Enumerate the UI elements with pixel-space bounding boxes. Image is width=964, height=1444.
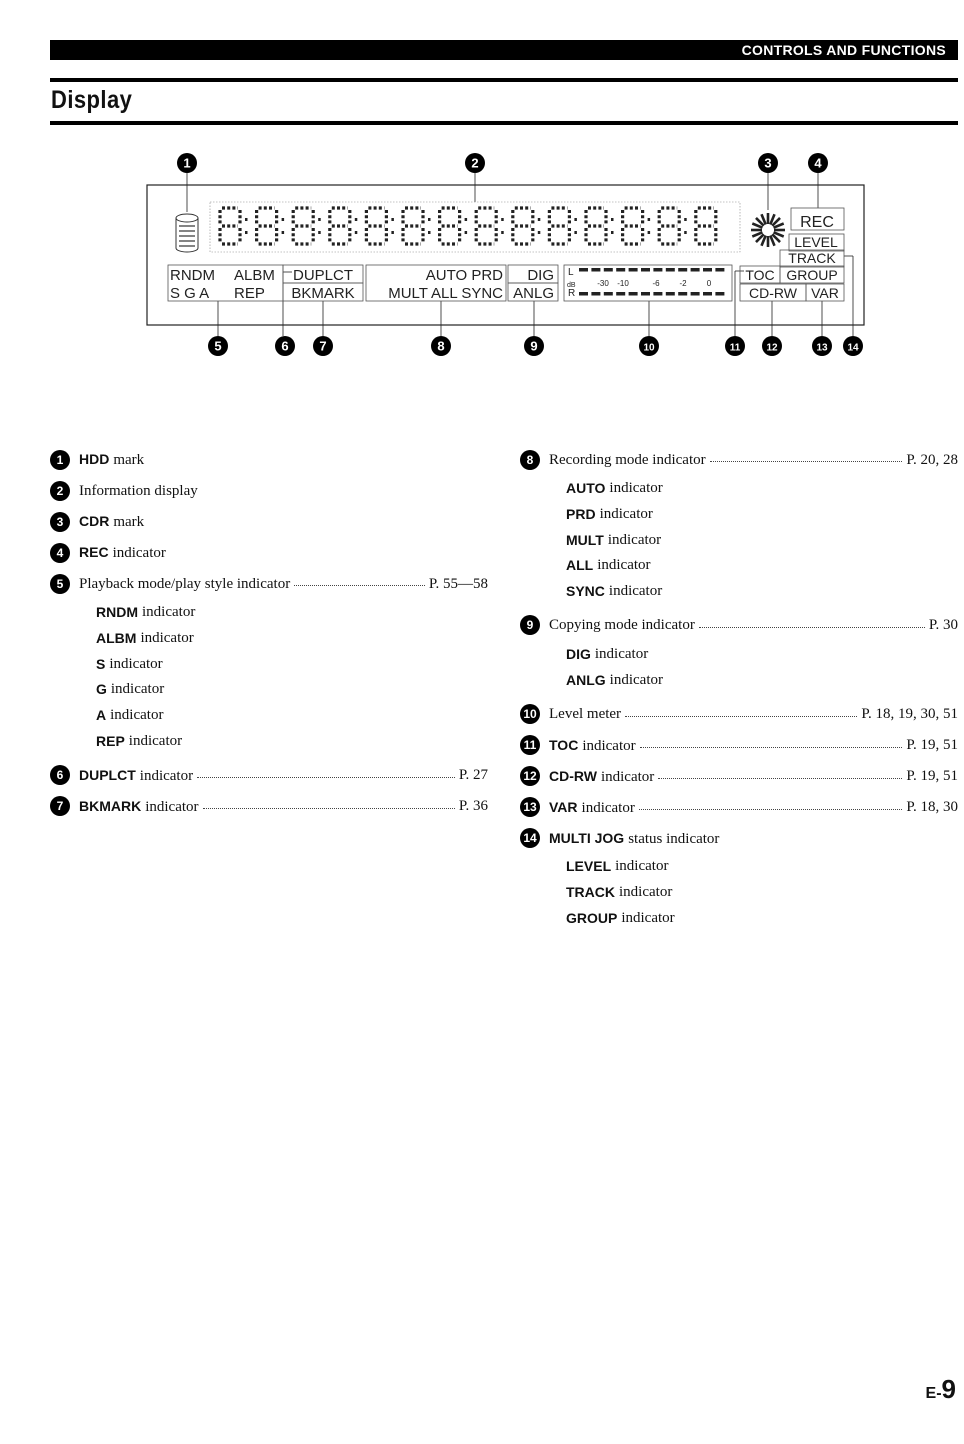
segment-digit [659,208,687,244]
legend-sub-text: indicator [608,583,663,600]
segment-digit [623,208,651,244]
legend-item-label [79,539,166,566]
digit-colon-dot [465,231,468,234]
legend-sub-item [520,905,958,931]
legend-item-text: Level meter [549,706,622,723]
legend-item-label [549,701,621,727]
callout-number-badge: 7 [50,796,70,816]
segment-digits [220,208,716,244]
page-reference: P. 18, 30 [906,799,958,816]
legend-item [520,730,958,761]
meter-db-label: dB [567,282,576,289]
anlg-label: ANLG [513,285,554,302]
legend-sub-text: indicator [615,858,669,875]
legend-item [520,761,958,792]
legend-sub-term: PRD [566,505,596,522]
legend-item-term: CD-RW [549,767,597,784]
callout-badge-number: 11 [729,342,741,354]
digit-colon-dot [574,231,577,234]
legend-item-text: Recording mode indicator [549,451,706,468]
meter-segment-r [678,292,687,296]
legend-item-text: Information display [79,482,198,499]
legend-item-term: BKMARK [79,797,142,814]
legend-item [50,760,488,791]
legend-item-text: indicator [581,799,635,816]
meter-segment-l [616,268,625,272]
legend-sub-item [520,879,958,905]
meter-segment-r [629,292,638,296]
callout-badge-number: 8 [437,338,445,354]
page-reference: P. 18, 19, 30, 51 [861,706,958,723]
sga-label: S G A [170,285,210,302]
legend-sub-item [520,501,958,527]
rndm-label: RNDM [170,267,215,284]
hdd-icon-body [176,218,198,252]
level-meter [567,268,724,296]
callout-badge [313,336,333,356]
legend-item [520,792,958,823]
callout-badge-number: 2 [471,155,479,171]
callout-number-badge: 4 [50,543,70,563]
callout-badge-number: 6 [281,338,289,354]
callout-badge-number: 13 [816,342,828,354]
legend-item-label [79,508,144,535]
legend-item-label [549,612,695,638]
digit-colon-dot [538,231,541,234]
legend-sub-item [520,667,958,693]
hdd-icon [176,214,198,252]
rec-label: REC [800,214,834,231]
legend-sub-text: indicator [140,629,194,646]
legend-sub-text: indicator [597,557,651,574]
dot-leader [640,747,903,748]
meter-scale-tick: -6 [652,279,660,288]
legend-item-label [79,762,193,789]
callout-badge-number: 12 [766,342,778,354]
meter-segment-r [591,292,600,296]
meter-segment-r [666,292,675,296]
information-display-frame [210,202,740,252]
digit-colon-dot [318,231,321,234]
digit-colon-dot [611,231,614,234]
legend-sub-text: indicator [110,707,164,724]
legend-item-text: mark [113,514,145,530]
legend-item-label [549,447,706,473]
meter-scale-tick: 0 [706,279,712,288]
digit-colon-dot [428,218,431,221]
callout-number-badge: 2 [50,481,70,501]
callout-badge [177,153,197,173]
callout-badge-number: 3 [764,155,772,171]
digit-colon-dot [684,218,687,221]
cdrw-label: CD-RW [749,285,797,301]
legend-item-label [549,825,719,852]
legend-item-label [549,794,635,821]
meter-segment-r [703,292,712,296]
digit-colon-dot [538,218,541,221]
segment-digit [366,208,394,244]
legend-item-term: CDR [79,513,110,529]
legend-item [50,506,488,537]
auto-prd-label: AUTO PRD [425,267,503,284]
legend-item-text: indicator [600,768,655,785]
meter-segment-l [703,268,712,272]
level-label: LEVEL [794,234,838,250]
legend-sub-term: G [96,681,107,698]
callout-number-badge: 3 [50,512,70,532]
legend-sub-term: SYNC [566,583,605,600]
meter-segment-l [629,268,638,272]
legend-item-label [549,732,636,759]
callout-badge [843,336,863,356]
meter-segment-l [678,268,687,272]
page-reference: P. 27 [458,767,488,784]
segment-digit [476,208,504,244]
legend-item-term: MULTI JOG [549,829,625,846]
legend-item-text: Copying mode indicator [549,617,695,634]
page-reference: P. 20, 28 [906,451,958,468]
legend-item [50,568,488,599]
meter-segment-l [579,268,588,272]
legend-sub-text: indicator [599,505,653,522]
legend-sub-term: A [96,707,107,724]
page-reference: P. 30 [928,617,958,634]
digit-colon-dot [611,218,614,221]
meter-segment-l [604,268,613,272]
digit-colon-dot [318,218,321,221]
legend-sub-item [520,552,958,578]
callout-number-badge: 5 [50,574,70,594]
digit-colon-dot [391,231,394,234]
display-panel-diagram [0,0,964,380]
panel-indicator-boxes [168,208,844,301]
legend-sub-text: indicator [128,732,183,749]
page-reference: P. 19, 51 [906,737,958,754]
callout-badge-number: 7 [319,338,327,354]
page-reference: P. 36 [458,798,488,815]
digit-colon-dot [501,231,504,234]
meter-segment-r [579,292,588,296]
legend-item-text: Playback mode/play style indicator [79,575,291,592]
segment-digit [513,208,541,244]
legend-item-label [79,446,144,473]
segment-digit [696,208,716,244]
segment-digit [440,208,468,244]
legend-sub-text: indicator [142,603,196,620]
callout-badge [639,336,659,356]
legend-item-text: indicator [139,767,194,784]
legend-item [520,699,958,730]
meter-segment-l [666,268,675,272]
legend-sub-item [520,527,958,553]
legend-sub-term: ANLG [566,671,606,688]
legend-item-label [549,763,654,790]
toc-label: TOC [745,267,775,283]
page-reference: P. 55—58 [428,575,488,592]
page-number-value: 9 [941,1374,956,1404]
page-title: Display [51,86,133,114]
dot-leader [710,461,903,462]
dot-leader [197,777,455,778]
legend-sub-text: indicator [110,681,165,698]
legend-item-term: HDD [79,451,110,467]
legend-sub-text: indicator [109,655,163,672]
digit-colon-dot [282,231,285,234]
legend-right-column [520,444,958,937]
legend-item-label [79,793,199,820]
digit-colon-dot [355,218,358,221]
legend-sub-term: RNDM [96,603,138,620]
albm-label: ALBM [234,267,275,284]
legend-item-text: indicator [145,798,199,815]
segment-digit [220,208,248,244]
digit-colon-dot [465,218,468,221]
legend-sub-term: AUTO [566,479,606,496]
legend-item [520,444,958,475]
meter-segment-r [616,292,625,296]
legend-sub-item [520,854,958,880]
callout-number-badge: 6 [50,765,70,785]
legend-item-label [79,478,198,504]
page-reference: P. 19, 51 [906,768,958,785]
callout-badge [524,336,544,356]
segment-digit [257,208,285,244]
meter-segment-l [591,268,600,272]
meter-segment-l [653,268,662,272]
callout-number-badge: 14 [520,828,540,848]
callout-badge-number: 14 [847,342,859,354]
group-label: GROUP [786,267,838,283]
digit-colon-dot [574,218,577,221]
callout-badge-number: 5 [214,338,222,354]
digit-colon-dot [648,218,651,221]
meter-segment-l [691,268,700,272]
callout-badge [431,336,451,356]
legend-sub-item [520,641,958,667]
legend-item-term: VAR [549,798,578,815]
dot-leader [639,809,902,810]
legend-sub-item [50,728,488,754]
leader-lines [187,173,853,336]
legend-sub-term: ALBM [96,629,137,646]
callout-badge [275,336,295,356]
legend-item-text: indicator [582,737,636,754]
meter-segment-r [715,292,724,296]
section-label: CONTROLS AND FUNCTIONS [741,42,946,58]
callout-badge [758,153,778,173]
legend-item [50,475,488,506]
legend-sub-term: ALL [566,557,594,574]
meter-segment-l [715,268,724,272]
bkmark-label: BKMARK [291,285,355,302]
legend-sub-item [50,702,488,728]
hdd-icon-top [176,214,198,222]
legend-sub-term: MULT [566,531,604,548]
segment-digit [330,208,358,244]
callout-badge [725,336,745,356]
segment-digit [403,208,431,244]
callout-number-badge: 1 [50,450,70,470]
legend-item [50,444,488,475]
legend-sub-item [50,676,488,702]
meter-segment-r [653,292,662,296]
digit-colon-dot [245,231,248,234]
callout-badge [465,153,485,173]
cdr-mark-icon [751,213,785,247]
var-label: VAR [811,285,839,301]
legend-sub-item [50,599,488,625]
legend-sub-term: LEVEL [566,858,612,875]
rep-label: REP [234,285,265,302]
legend-sub-item [520,578,958,604]
meter-scale-tick: -2 [679,279,687,288]
callout-number-badge: 13 [520,797,540,817]
legend-left-column [50,444,488,822]
legend-item [520,610,958,641]
legend-sub-text: indicator [609,479,663,496]
display-frame [147,185,864,325]
legend-sub-term: GROUP [566,910,618,927]
legend-sub-text: indicator [621,910,675,927]
meter-segment-r [691,292,700,296]
legend-sub-text: indicator [594,645,649,662]
callout-badge [812,336,832,356]
legend-sub-item [520,475,958,501]
legend-sub-text: indicator [609,671,663,688]
mult-all-sync-label: MULT ALL SYNC [388,285,503,302]
legend-sub-term: DIG [566,645,591,662]
legend-item-text: status indicator [628,830,720,847]
legend-sub-item [50,625,488,651]
legend-sub-term: TRACK [566,884,615,901]
meter-segment-r [641,292,650,296]
meter-scale-tick: -10 [617,279,629,288]
dot-leader [203,808,455,809]
legend-sub-text: indicator [619,884,673,901]
segment-digit [586,208,614,244]
duplct-label: DUPLCT [292,267,354,284]
segment-digit [549,208,577,244]
callout-number-badge: 12 [520,766,540,786]
legend-item [520,823,958,854]
callout-badge-number: 9 [530,338,538,354]
callout-number-badge: 8 [520,450,540,470]
digit-colon-dot [245,218,248,221]
segment-digit [293,208,321,244]
page-number [926,1374,956,1405]
callout-badge [762,336,782,356]
meter-segment-l [641,268,650,272]
callout-badge [808,153,828,173]
callout-badge [208,336,228,356]
callout-number-badge: 10 [520,704,540,724]
dot-leader [699,627,925,628]
callout-badge-number: 10 [643,342,655,354]
dig-label: DIG [527,267,554,284]
callout-badge-number: 1 [183,155,191,171]
legend-item [50,791,488,822]
callout-badge-number: 4 [814,155,822,171]
meter-l-label: L [568,267,574,278]
digit-colon-dot [684,231,687,234]
legend-item-term: TOC [549,736,579,753]
dot-leader [625,716,857,717]
meter-r-label: R [568,288,576,299]
legend-item-label [79,571,290,597]
legend-sub-item [50,651,488,677]
digit-colon-dot [391,218,394,221]
legend-sub-term: REP [96,732,125,749]
legend-item-text: indicator [112,545,166,561]
callout-number-badge: 11 [520,735,540,755]
digit-colon-dot [501,218,504,221]
callout-number-badge: 9 [520,615,540,635]
digit-colon-dot [428,231,431,234]
digit-colon-dot [282,218,285,221]
digit-colon-dot [648,231,651,234]
spacer [520,931,958,937]
legend-sub-term: S [96,655,106,672]
meter-segment-r [604,292,613,296]
legend-item-term: REC [79,544,109,560]
track-label: TRACK [788,250,836,266]
digit-colon-dot [355,231,358,234]
legend-item [50,537,488,568]
page-number-prefix: E- [925,1385,942,1402]
dot-leader [294,585,425,586]
legend-sub-text: indicator [607,531,662,548]
meter-scale-tick: -30 [597,279,609,288]
legend-item-text: mark [113,452,145,468]
legend-item-term: DUPLCT [79,766,136,783]
dot-leader [658,778,902,779]
